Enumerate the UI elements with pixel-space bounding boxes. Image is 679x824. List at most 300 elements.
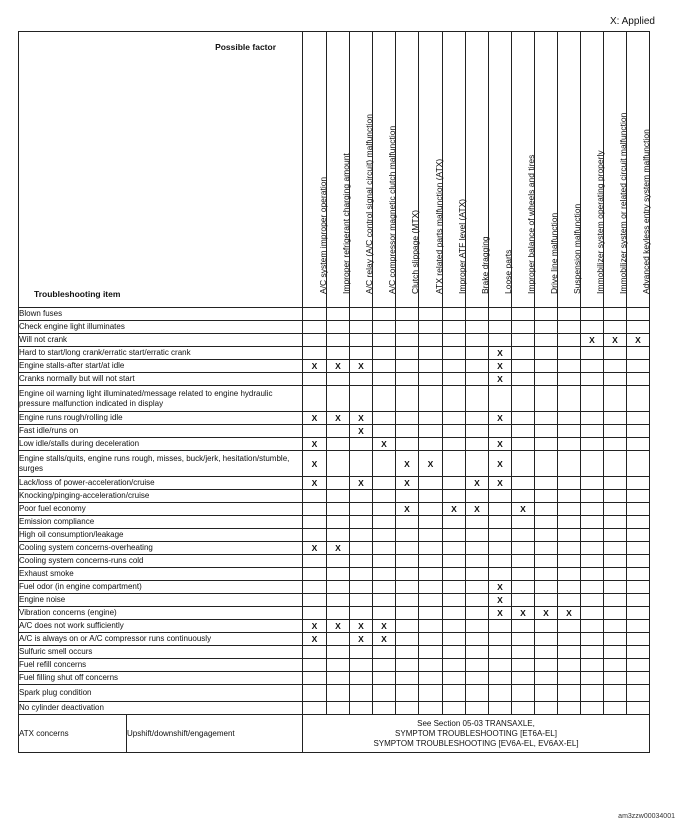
matrix-cell xyxy=(396,412,419,425)
matrix-cell xyxy=(604,516,627,529)
matrix-cell xyxy=(535,659,558,672)
troubleshooting-item: Spark plug condition xyxy=(19,685,303,702)
matrix-cell xyxy=(350,672,373,685)
matrix-cell xyxy=(419,334,443,347)
applied-mark: X xyxy=(358,426,364,436)
matrix-cell xyxy=(512,373,535,386)
factor-header xyxy=(512,32,535,308)
matrix-cell xyxy=(581,412,604,425)
matrix-cell xyxy=(350,451,373,477)
matrix-cell xyxy=(627,451,650,477)
matrix-cell xyxy=(512,542,535,555)
matrix-cell xyxy=(627,685,650,702)
matrix-cell xyxy=(512,308,535,321)
applied-mark: X xyxy=(311,413,318,423)
table-row xyxy=(19,542,650,555)
matrix-cell xyxy=(466,620,489,633)
applied-mark: X xyxy=(497,348,503,358)
applied-mark: X xyxy=(497,413,503,423)
matrix-cell xyxy=(489,386,512,412)
matrix-cell xyxy=(512,646,535,659)
matrix-cell xyxy=(327,503,350,516)
table-row xyxy=(19,425,650,438)
matrix-cell xyxy=(419,438,443,451)
matrix-cell xyxy=(489,542,512,555)
factor-header xyxy=(466,32,489,308)
matrix-cell xyxy=(373,672,396,685)
matrix-cell xyxy=(627,581,650,594)
matrix-cell xyxy=(350,503,373,516)
matrix-cell xyxy=(373,568,396,581)
troubleshooting-matrix xyxy=(18,31,650,753)
matrix-cell xyxy=(350,425,373,438)
matrix-cell xyxy=(558,672,581,685)
matrix-cell xyxy=(581,386,604,412)
factor-header-row xyxy=(19,32,650,308)
troubleshooting-item: Hard to start/long crank/erratic start/erratic crank xyxy=(19,347,303,360)
matrix-cell xyxy=(350,594,373,607)
matrix-cell xyxy=(558,702,581,715)
matrix-cell xyxy=(419,503,443,516)
table-row xyxy=(19,373,650,386)
matrix-cell xyxy=(327,347,350,360)
possible-factor-label: Possible factor xyxy=(215,42,276,52)
factor-label: Loose parts xyxy=(503,249,513,294)
matrix-cell xyxy=(350,321,373,334)
applied-mark: X xyxy=(381,621,387,631)
matrix-cell xyxy=(512,672,535,685)
atx-sub-label: Upshift/downshift/engagement xyxy=(127,715,303,753)
matrix-cell xyxy=(419,529,443,542)
matrix-cell xyxy=(489,308,512,321)
matrix-cell xyxy=(581,646,604,659)
matrix-cell xyxy=(466,503,489,516)
matrix-cell xyxy=(419,594,443,607)
matrix-cell xyxy=(581,360,604,373)
matrix-cell xyxy=(373,490,396,503)
matrix-cell xyxy=(627,620,650,633)
matrix-cell xyxy=(604,672,627,685)
matrix-cell xyxy=(419,659,443,672)
matrix-cell xyxy=(443,581,466,594)
matrix-cell xyxy=(303,386,327,412)
matrix-cell xyxy=(581,373,604,386)
matrix-cell xyxy=(512,633,535,646)
matrix-cell xyxy=(627,529,650,542)
matrix-cell xyxy=(419,425,443,438)
matrix-cell xyxy=(604,451,627,477)
matrix-cell xyxy=(489,516,512,529)
factor-header xyxy=(419,32,443,308)
matrix-cell xyxy=(303,672,327,685)
table-row xyxy=(19,412,650,425)
matrix-cell xyxy=(512,685,535,702)
applied-mark: X xyxy=(335,543,341,553)
matrix-cell xyxy=(419,555,443,568)
matrix-cell xyxy=(558,334,581,347)
matrix-cell xyxy=(350,529,373,542)
matrix-cell xyxy=(558,308,581,321)
factor-header xyxy=(558,32,581,308)
matrix-cell xyxy=(443,594,466,607)
matrix-cell xyxy=(419,412,443,425)
matrix-cell xyxy=(535,542,558,555)
matrix-cell xyxy=(327,607,350,620)
matrix-cell xyxy=(350,607,373,620)
matrix-cell xyxy=(303,425,327,438)
matrix-cell xyxy=(443,477,466,490)
matrix-cell xyxy=(558,360,581,373)
matrix-cell xyxy=(535,373,558,386)
matrix-cell xyxy=(396,594,419,607)
matrix-cell xyxy=(535,568,558,581)
matrix-cell xyxy=(558,555,581,568)
factor-label: Drive line malfunction xyxy=(549,212,559,294)
matrix-cell xyxy=(373,373,396,386)
matrix-cell xyxy=(535,685,558,702)
matrix-cell xyxy=(489,633,512,646)
matrix-cell xyxy=(327,373,350,386)
matrix-cell xyxy=(581,438,604,451)
matrix-cell xyxy=(535,386,558,412)
matrix-cell xyxy=(373,620,396,633)
matrix-cell xyxy=(396,620,419,633)
matrix-cell xyxy=(581,702,604,715)
factor-label: Advanced keyless entry system malfunction xyxy=(641,128,651,294)
troubleshooting-item: Knocking/pinging-acceleration/cruise xyxy=(19,490,303,503)
matrix-cell xyxy=(604,646,627,659)
matrix-cell xyxy=(443,373,466,386)
legend-applied: X: Applied xyxy=(609,16,655,27)
applied-mark: X xyxy=(497,582,503,592)
applied-mark: X xyxy=(520,608,526,618)
matrix-cell xyxy=(489,451,512,477)
matrix-cell xyxy=(535,477,558,490)
matrix-cell xyxy=(327,568,350,581)
factor-label: Improper refrigerant charging amount xyxy=(341,152,351,294)
factor-label: A/C system improper operation xyxy=(317,176,328,294)
matrix-cell xyxy=(512,620,535,633)
matrix-cell xyxy=(627,412,650,425)
matrix-cell xyxy=(443,568,466,581)
matrix-cell xyxy=(604,347,627,360)
matrix-cell xyxy=(350,347,373,360)
matrix-cell xyxy=(512,516,535,529)
matrix-cell xyxy=(512,555,535,568)
factor-label: Improper balance of wheels and tires xyxy=(526,154,536,294)
matrix-cell xyxy=(373,542,396,555)
matrix-cell xyxy=(327,451,350,477)
matrix-cell xyxy=(466,672,489,685)
matrix-cell xyxy=(535,451,558,477)
matrix-cell xyxy=(558,607,581,620)
matrix-cell xyxy=(581,477,604,490)
matrix-cell xyxy=(327,516,350,529)
matrix-cell xyxy=(396,555,419,568)
matrix-cell xyxy=(558,620,581,633)
matrix-cell xyxy=(327,659,350,672)
matrix-cell xyxy=(581,503,604,516)
matrix-cell xyxy=(419,646,443,659)
troubleshooting-item: Cooling system concerns-runs cold xyxy=(19,555,303,568)
matrix-cell xyxy=(327,702,350,715)
matrix-cell xyxy=(466,659,489,672)
matrix-cell xyxy=(443,321,466,334)
matrix-cell xyxy=(373,334,396,347)
matrix-cell xyxy=(581,555,604,568)
matrix-cell xyxy=(512,659,535,672)
matrix-cell xyxy=(627,360,650,373)
matrix-cell xyxy=(327,308,350,321)
matrix-cell xyxy=(373,685,396,702)
matrix-cell xyxy=(466,646,489,659)
matrix-cell xyxy=(581,516,604,529)
matrix-cell xyxy=(350,490,373,503)
matrix-cell xyxy=(604,334,627,347)
matrix-cell xyxy=(604,412,627,425)
matrix-cell xyxy=(558,503,581,516)
matrix-cell xyxy=(373,425,396,438)
matrix-cell xyxy=(512,347,535,360)
matrix-cell xyxy=(466,451,489,477)
matrix-cell xyxy=(581,425,604,438)
factor-label: Immobilizer system operating properly xyxy=(595,149,605,294)
matrix-cell xyxy=(303,438,327,451)
matrix-cell xyxy=(327,594,350,607)
matrix-cell xyxy=(535,334,558,347)
matrix-cell xyxy=(558,386,581,412)
troubleshooting-item: Emission compliance xyxy=(19,516,303,529)
factor-header xyxy=(581,32,604,308)
table-row xyxy=(19,568,650,581)
matrix-cell xyxy=(303,308,327,321)
matrix-cell xyxy=(419,672,443,685)
matrix-cell xyxy=(489,672,512,685)
table-row xyxy=(19,620,650,633)
matrix-cell xyxy=(581,672,604,685)
troubleshooting-item: Poor fuel economy xyxy=(19,503,303,516)
matrix-cell xyxy=(604,503,627,516)
matrix-cell xyxy=(489,347,512,360)
matrix-cell xyxy=(396,607,419,620)
matrix-cell xyxy=(443,347,466,360)
reference-line: SYMPTOM TROUBLESHOOTING [ET6A-EL] xyxy=(395,728,557,738)
troubleshooting-item: Engine stalls-after start/at idle xyxy=(19,360,303,373)
matrix-cell xyxy=(303,529,327,542)
matrix-cell xyxy=(604,542,627,555)
matrix-cell xyxy=(419,347,443,360)
matrix-cell xyxy=(535,581,558,594)
matrix-cell xyxy=(604,308,627,321)
matrix-cell xyxy=(396,568,419,581)
matrix-cell xyxy=(489,581,512,594)
applied-mark: X xyxy=(335,413,341,423)
matrix-cell xyxy=(419,607,443,620)
matrix-cell xyxy=(489,438,512,451)
matrix-cell xyxy=(350,646,373,659)
matrix-cell xyxy=(512,607,535,620)
matrix-cell xyxy=(419,373,443,386)
matrix-cell xyxy=(350,633,373,646)
matrix-cell xyxy=(373,360,396,373)
matrix-cell xyxy=(350,568,373,581)
matrix-cell xyxy=(466,685,489,702)
applied-mark: X xyxy=(404,458,410,469)
matrix-cell xyxy=(373,503,396,516)
matrix-cell xyxy=(443,503,466,516)
troubleshooting-item: Cranks normally but will not start xyxy=(19,373,303,386)
applied-mark: X xyxy=(497,595,503,605)
matrix-cell xyxy=(535,672,558,685)
matrix-cell xyxy=(327,438,350,451)
matrix-cell xyxy=(466,568,489,581)
table-row xyxy=(19,503,650,516)
applied-mark: X xyxy=(358,621,364,631)
factor-label: Brake dragging xyxy=(480,235,490,294)
matrix-cell xyxy=(581,308,604,321)
matrix-cell xyxy=(303,685,327,702)
matrix-cell xyxy=(489,490,512,503)
matrix-cell xyxy=(512,594,535,607)
matrix-cell xyxy=(443,685,466,702)
matrix-cell xyxy=(303,594,327,607)
applied-mark: X xyxy=(311,634,318,644)
matrix-cell xyxy=(396,451,419,477)
matrix-cell xyxy=(419,477,443,490)
troubleshooting-item: Fuel odor (in engine compartment) xyxy=(19,581,303,594)
troubleshooting-item: Fuel filling shut off concerns xyxy=(19,672,303,685)
matrix-cell xyxy=(558,633,581,646)
matrix-cell xyxy=(558,438,581,451)
reference-line: See Section 05-03 TRANSAXLE, xyxy=(417,718,535,728)
table-row xyxy=(19,347,650,360)
troubleshooting-item: Engine stalls/quits, engine runs rough, misses, buck/jerk, hesitation/stumble, surges xyxy=(19,451,303,477)
matrix-cell xyxy=(489,607,512,620)
matrix-cell xyxy=(535,516,558,529)
matrix-cell xyxy=(303,581,327,594)
matrix-cell xyxy=(466,386,489,412)
matrix-cell xyxy=(350,308,373,321)
matrix-cell xyxy=(373,646,396,659)
matrix-cell xyxy=(373,633,396,646)
matrix-cell xyxy=(558,412,581,425)
matrix-cell xyxy=(535,490,558,503)
troubleshooting-item: Vibration concerns (engine) xyxy=(19,607,303,620)
applied-mark: X xyxy=(311,458,318,469)
troubleshooting-item-label: Troubleshooting item xyxy=(34,289,121,299)
matrix-cell xyxy=(627,373,650,386)
matrix-cell xyxy=(627,477,650,490)
troubleshooting-item: Low idle/stalls during deceleration xyxy=(19,438,303,451)
applied-mark: X xyxy=(497,374,503,384)
matrix-cell xyxy=(419,321,443,334)
matrix-cell xyxy=(327,360,350,373)
matrix-cell xyxy=(443,412,466,425)
matrix-cell xyxy=(604,633,627,646)
matrix-cell xyxy=(581,594,604,607)
matrix-cell xyxy=(581,568,604,581)
applied-mark: X xyxy=(335,361,341,371)
troubleshooting-item: Will not crank xyxy=(19,334,303,347)
applied-mark: X xyxy=(335,621,341,631)
matrix-cell xyxy=(303,503,327,516)
matrix-cell xyxy=(489,477,512,490)
matrix-cell xyxy=(396,425,419,438)
matrix-cell xyxy=(373,347,396,360)
matrix-cell xyxy=(466,555,489,568)
matrix-cell xyxy=(512,412,535,425)
matrix-cell xyxy=(512,425,535,438)
applied-mark: X xyxy=(497,608,503,618)
matrix-cell xyxy=(419,516,443,529)
matrix-cell xyxy=(327,490,350,503)
table-row xyxy=(19,581,650,594)
matrix-cell xyxy=(489,373,512,386)
factor-header xyxy=(604,32,627,308)
matrix-cell xyxy=(581,334,604,347)
matrix-cell xyxy=(604,360,627,373)
matrix-cell xyxy=(396,542,419,555)
applied-mark: X xyxy=(358,413,364,423)
matrix-cell xyxy=(303,607,327,620)
table-row xyxy=(19,633,650,646)
matrix-cell xyxy=(419,685,443,702)
troubleshooting-item: A/C does not work sufficiently xyxy=(19,620,303,633)
matrix-cell xyxy=(558,568,581,581)
matrix-cell xyxy=(604,425,627,438)
matrix-cell xyxy=(512,477,535,490)
matrix-cell xyxy=(512,321,535,334)
matrix-cell xyxy=(466,321,489,334)
applied-mark: X xyxy=(381,439,387,449)
matrix-cell xyxy=(373,412,396,425)
matrix-cell xyxy=(327,529,350,542)
table-row xyxy=(19,594,650,607)
matrix-cell xyxy=(535,594,558,607)
table-row xyxy=(19,646,650,659)
matrix-cell xyxy=(604,607,627,620)
matrix-cell xyxy=(466,477,489,490)
matrix-cell xyxy=(627,425,650,438)
troubleshooting-item: Fast idle/runs on xyxy=(19,425,303,438)
matrix-cell xyxy=(627,321,650,334)
matrix-cell xyxy=(396,646,419,659)
matrix-cell xyxy=(303,555,327,568)
matrix-cell xyxy=(396,360,419,373)
atx-reference xyxy=(303,715,650,753)
matrix-cell xyxy=(303,490,327,503)
matrix-cell xyxy=(350,685,373,702)
matrix-cell xyxy=(303,321,327,334)
matrix-cell xyxy=(350,386,373,412)
matrix-cell xyxy=(303,347,327,360)
applied-mark: X xyxy=(311,478,318,488)
matrix-cell xyxy=(558,646,581,659)
table-row xyxy=(19,438,650,451)
matrix-cell xyxy=(581,581,604,594)
applied-mark: X xyxy=(311,543,318,553)
table-row xyxy=(19,685,650,702)
factor-header xyxy=(396,32,419,308)
troubleshooting-item: No cylinder deactivation xyxy=(19,702,303,715)
matrix-cell xyxy=(558,594,581,607)
matrix-cell xyxy=(396,386,419,412)
matrix-cell xyxy=(627,672,650,685)
matrix-cell xyxy=(350,373,373,386)
matrix-cell xyxy=(373,477,396,490)
factor-label: ATX related parts malfunction (ATX) xyxy=(433,158,444,294)
matrix-cell xyxy=(396,529,419,542)
